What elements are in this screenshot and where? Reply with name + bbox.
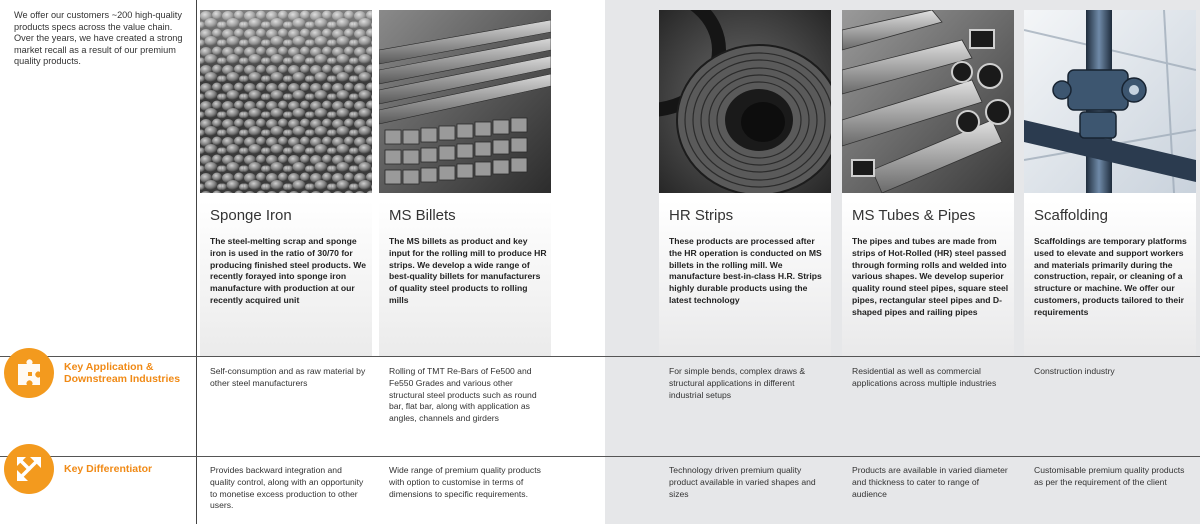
product-title: Scaffolding (1034, 207, 1108, 224)
product-differentiator: Technology driven premium quality product available in varied shapes and sizes (669, 465, 816, 499)
ms-billets-photo (379, 10, 551, 193)
row-label-differentiator (4, 444, 152, 494)
product-column-sponge-iron (200, 10, 372, 524)
product-column-scaffolding (1024, 10, 1196, 524)
product-description: Scaffoldings are temporary platforms used to elevate and support workers and materials primarily during the construction, repair, or cleaning of a structure or machine. We offer our customers, products tailored to their requirements (1034, 236, 1187, 317)
arrows-expand-icon (4, 444, 54, 494)
product-description: The pipes and tubes are made from strips of Hot-Rolled (HR) steel passed through forming rolls and welded into various shapes. We develop superior quality round steel pipes, square steel pipes, rectangular steel pipes and D-shaped pipes and railing pipes (852, 236, 1009, 317)
product-title: MS Billets (389, 207, 456, 224)
row-label-application (4, 348, 184, 398)
puzzle-icon (4, 348, 54, 398)
row-divider-differentiator (0, 456, 1200, 457)
product-title: MS Tubes & Pipes (852, 207, 976, 224)
scaffolding-photo (1024, 10, 1196, 193)
product-differentiator: Wide range of premium quality products with option to customise in terms of dimensions to specific requirements. (389, 465, 541, 499)
product-differentiator: Customisable premium quality products as per the requirement of the client (1034, 465, 1185, 487)
ms-tubes-pipes-photo (842, 10, 1014, 193)
product-differentiator: Products are available in varied diameter and thickness to cater to range of audience (852, 465, 1008, 499)
row-label-text: Key Application & Downstream Industries (64, 360, 181, 385)
product-application: Rolling of TMT Re-Bars of Fe500 and Fe550 Grades and various other structural steel products such as round bar, flat bar, along with application as angles, channels and girders (389, 366, 537, 424)
column-divider (196, 0, 197, 524)
sponge-iron-photo (200, 10, 372, 193)
product-column-hr-strips (659, 10, 831, 524)
product-column-ms-tubes-pipes (842, 10, 1014, 524)
product-differentiator: Provides backward integration and quality control, along with an opportunity to monetise excess production to other users. (210, 465, 364, 511)
intro-text: We offer our customers ~200 high-quality products specs across the value chain. Over the years, we have created a strong market recall as a result of our premium quality products. (14, 10, 183, 67)
product-application: For simple bends, complex draws & structural applications in different industrial setups (669, 366, 806, 400)
product-description: These products are processed after the HR operation is conducted on MS billets in the rolling mill. We manufacture best-in-class H.R. Strips highly durable products using the latest technology (669, 236, 822, 305)
hr-strips-photo (659, 10, 831, 193)
product-title: Sponge Iron (210, 207, 292, 224)
product-description: The steel-melting scrap and sponge iron is used in the ratio of 30/70 for producing finished steel products. We recently forayed into sponge iron manufacture with production at our recently acquired unit (210, 236, 366, 305)
product-title: HR Strips (669, 207, 734, 224)
row-label-text: Key Differentiator (64, 462, 153, 475)
product-application: Residential as well as commercial applications across multiple industries (852, 366, 997, 388)
product-description: The MS billets as product and key input for the rolling mill to produce HR strips. We develop a wide range of best-quality billets for manufacturers of quality steel products to rolling mills (389, 236, 547, 305)
product-application: Self-consumption and as raw material by other steel manufacturers (210, 366, 366, 388)
product-application: Construction industry (1034, 366, 1115, 376)
product-column-ms-billets (379, 10, 551, 524)
